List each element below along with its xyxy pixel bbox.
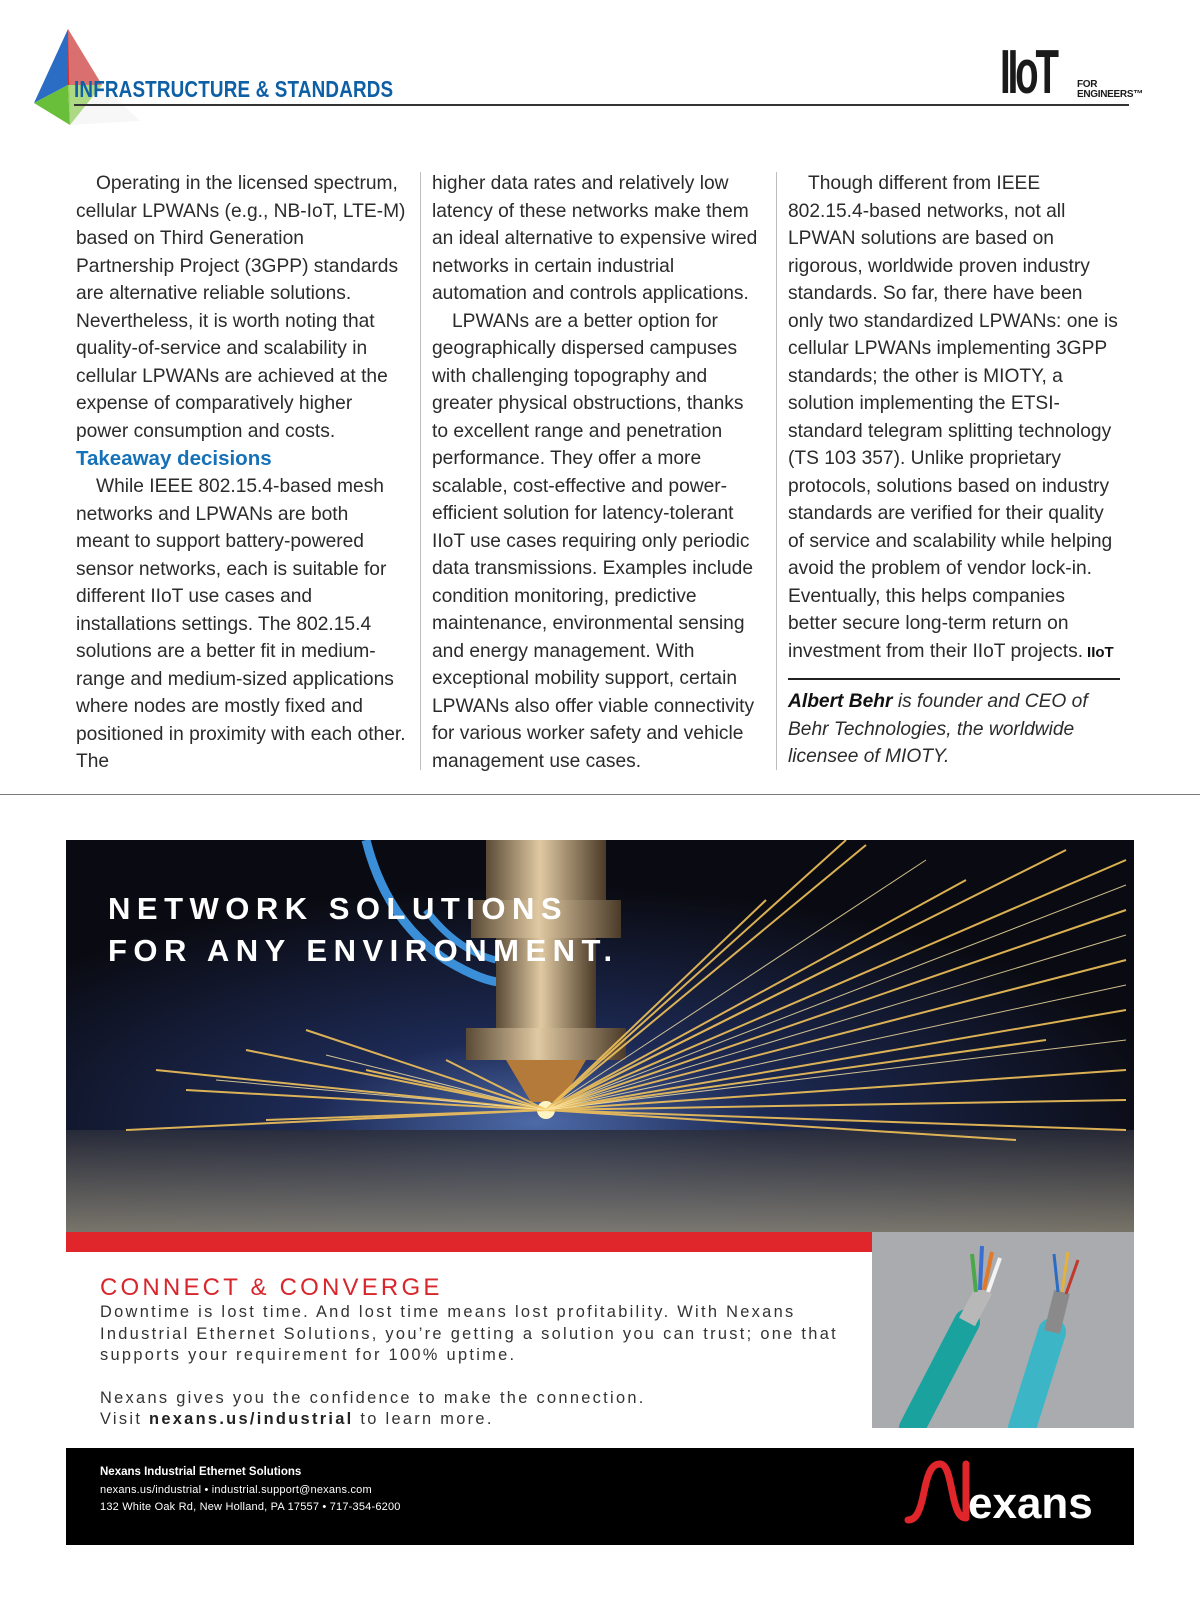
logo-main-text: IIoT <box>1000 38 1056 107</box>
ad-footer-address: 132 White Oak Rd, New Holland, PA 17557 • 717-354-6200 <box>100 1501 401 1513</box>
logo-sub-line2: ENGINEERS™ <box>1077 89 1143 100</box>
paragraph <box>788 170 1118 666</box>
nexans-advertisement <box>66 840 1134 1545</box>
ad-headline-line1: NETWORK SOLUTIONS <box>108 891 569 926</box>
ethernet-cable-icon <box>872 1232 1134 1428</box>
ad-footer-contact: nexans.us/industrial • industrial.support@nexans.com <box>100 1484 372 1496</box>
paragraph: LPWANs are a better option for geographically dispersed campuses with challenging topography and greater physical obstructions, thanks to excellent range and penetration performance. They offer a more scalable, cost-effective and power-efficient solution for latency-tolerant IIoT use cases requiring only periodic data transmissions. Examples include condition monitoring, predictive maintenance, environmental sensing and energy management. With exceptional mobility support, certain LPWANs also offer viable connectivity for various worker safety and vehicle management use cases. <box>432 310 755 772</box>
logo-sub-text <box>1077 80 1143 100</box>
end-mark: IIoT <box>1087 643 1114 661</box>
subhead-takeaway: Takeaway decisions <box>76 447 272 470</box>
ad-headline <box>108 888 619 972</box>
ad-tagline: CONNECT & CONVERGE <box>100 1274 443 1301</box>
ad-footer <box>66 1448 1134 1545</box>
nexans-wordmark: exans <box>968 1479 1093 1528</box>
article-column-2 <box>432 170 762 775</box>
header-rule <box>74 104 1129 106</box>
logo-sub-line1: FOR <box>1077 79 1098 90</box>
ad-footer-company: Nexans Industrial Ethernet Solutions <box>100 1466 302 1478</box>
article-column-3 <box>788 170 1118 771</box>
red-accent-bar <box>66 1232 872 1252</box>
nexans-logo <box>902 1452 1102 1532</box>
ad-body-confidence: Nexans gives you the confidence to make the connection. <box>100 1388 646 1407</box>
ad-body-visit: Visit <box>100 1410 150 1428</box>
ad-body-paragraph <box>100 1388 840 1431</box>
author-name: Albert Behr <box>788 691 893 712</box>
laser-cutting-photo <box>66 840 1134 1232</box>
iiot-for-engineers-logo <box>1000 38 1143 107</box>
paragraph-text: Though different from IEEE 802.15.4-based networks, not all LPWAN solutions are based on rigorous, worldwide proven industry standards. So far, there have been only two standardized LPWANs: one is cellular LPWANs implementing 3GPP standards; the other is MIOTY, a solution implementing the ETSI-standard telegram splitting technology (TS 103 357). Unlike proprietary protocols, solutions based on industry standards are verified for their quality of service and scalability while helping avoid the problem of vendor lock-in. Eventually, this helps companies better secure long-term return on investment from their IIoT projects. <box>788 173 1118 662</box>
paragraph: higher data rates and relatively low latency of these networks make them an ideal alternative to expensive wired networks in certain industrial automation and controls applications. <box>432 173 758 304</box>
column-divider <box>776 172 777 770</box>
ad-body-paragraph: Downtime is lost time. And lost time means lost profitability. With Nexans Industrial Ethernet Solutions, you’re getting a solution you can trust; one that supports your requirement for 100% uptime. <box>100 1303 838 1364</box>
article-column-1 <box>76 170 406 776</box>
cable-photo <box>872 1232 1134 1428</box>
ad-body <box>100 1302 840 1431</box>
ad-link[interactable]: nexans.us/industrial <box>149 1410 354 1428</box>
ad-headline-line2: FOR ANY ENVIRONMENT. <box>108 933 619 968</box>
section-title: INFRASTRUCTURE & STANDARDS <box>74 76 394 102</box>
paragraph: Operating in the licensed spectrum, cellular LPWANs (e.g., NB-IoT, LTE-M) based on Third Generation Partnership Project (3GPP) standards are alternative reliable solutions. Nevertheless, it is worth noting that quality-of-service and scalability in cellular LPWANs are achieved at the expense of comparatively higher power consumption and costs. <box>76 173 406 442</box>
ad-body-end: to learn more. <box>353 1410 494 1428</box>
column-divider <box>420 172 421 770</box>
paragraph: While IEEE 802.15.4-based mesh networks and LPWANs are both meant to support battery-powered sensor networks, each is suitable for different IIoT use cases and installations settings. The 802.15.4 solutions are a better fit in medium-range and medium-sized applications where nodes are mostly fixed and positioned in proximity with each other. The <box>76 476 406 772</box>
bio-rule <box>788 678 1120 680</box>
page-header <box>0 0 1200 150</box>
page-rule <box>0 794 1200 795</box>
author-bio-text: is founder and CEO of Behr Technologies, the worldwide licensee of MIOTY. <box>788 691 1088 767</box>
author-bio <box>788 688 1118 771</box>
nexans-n-icon <box>908 1464 966 1520</box>
